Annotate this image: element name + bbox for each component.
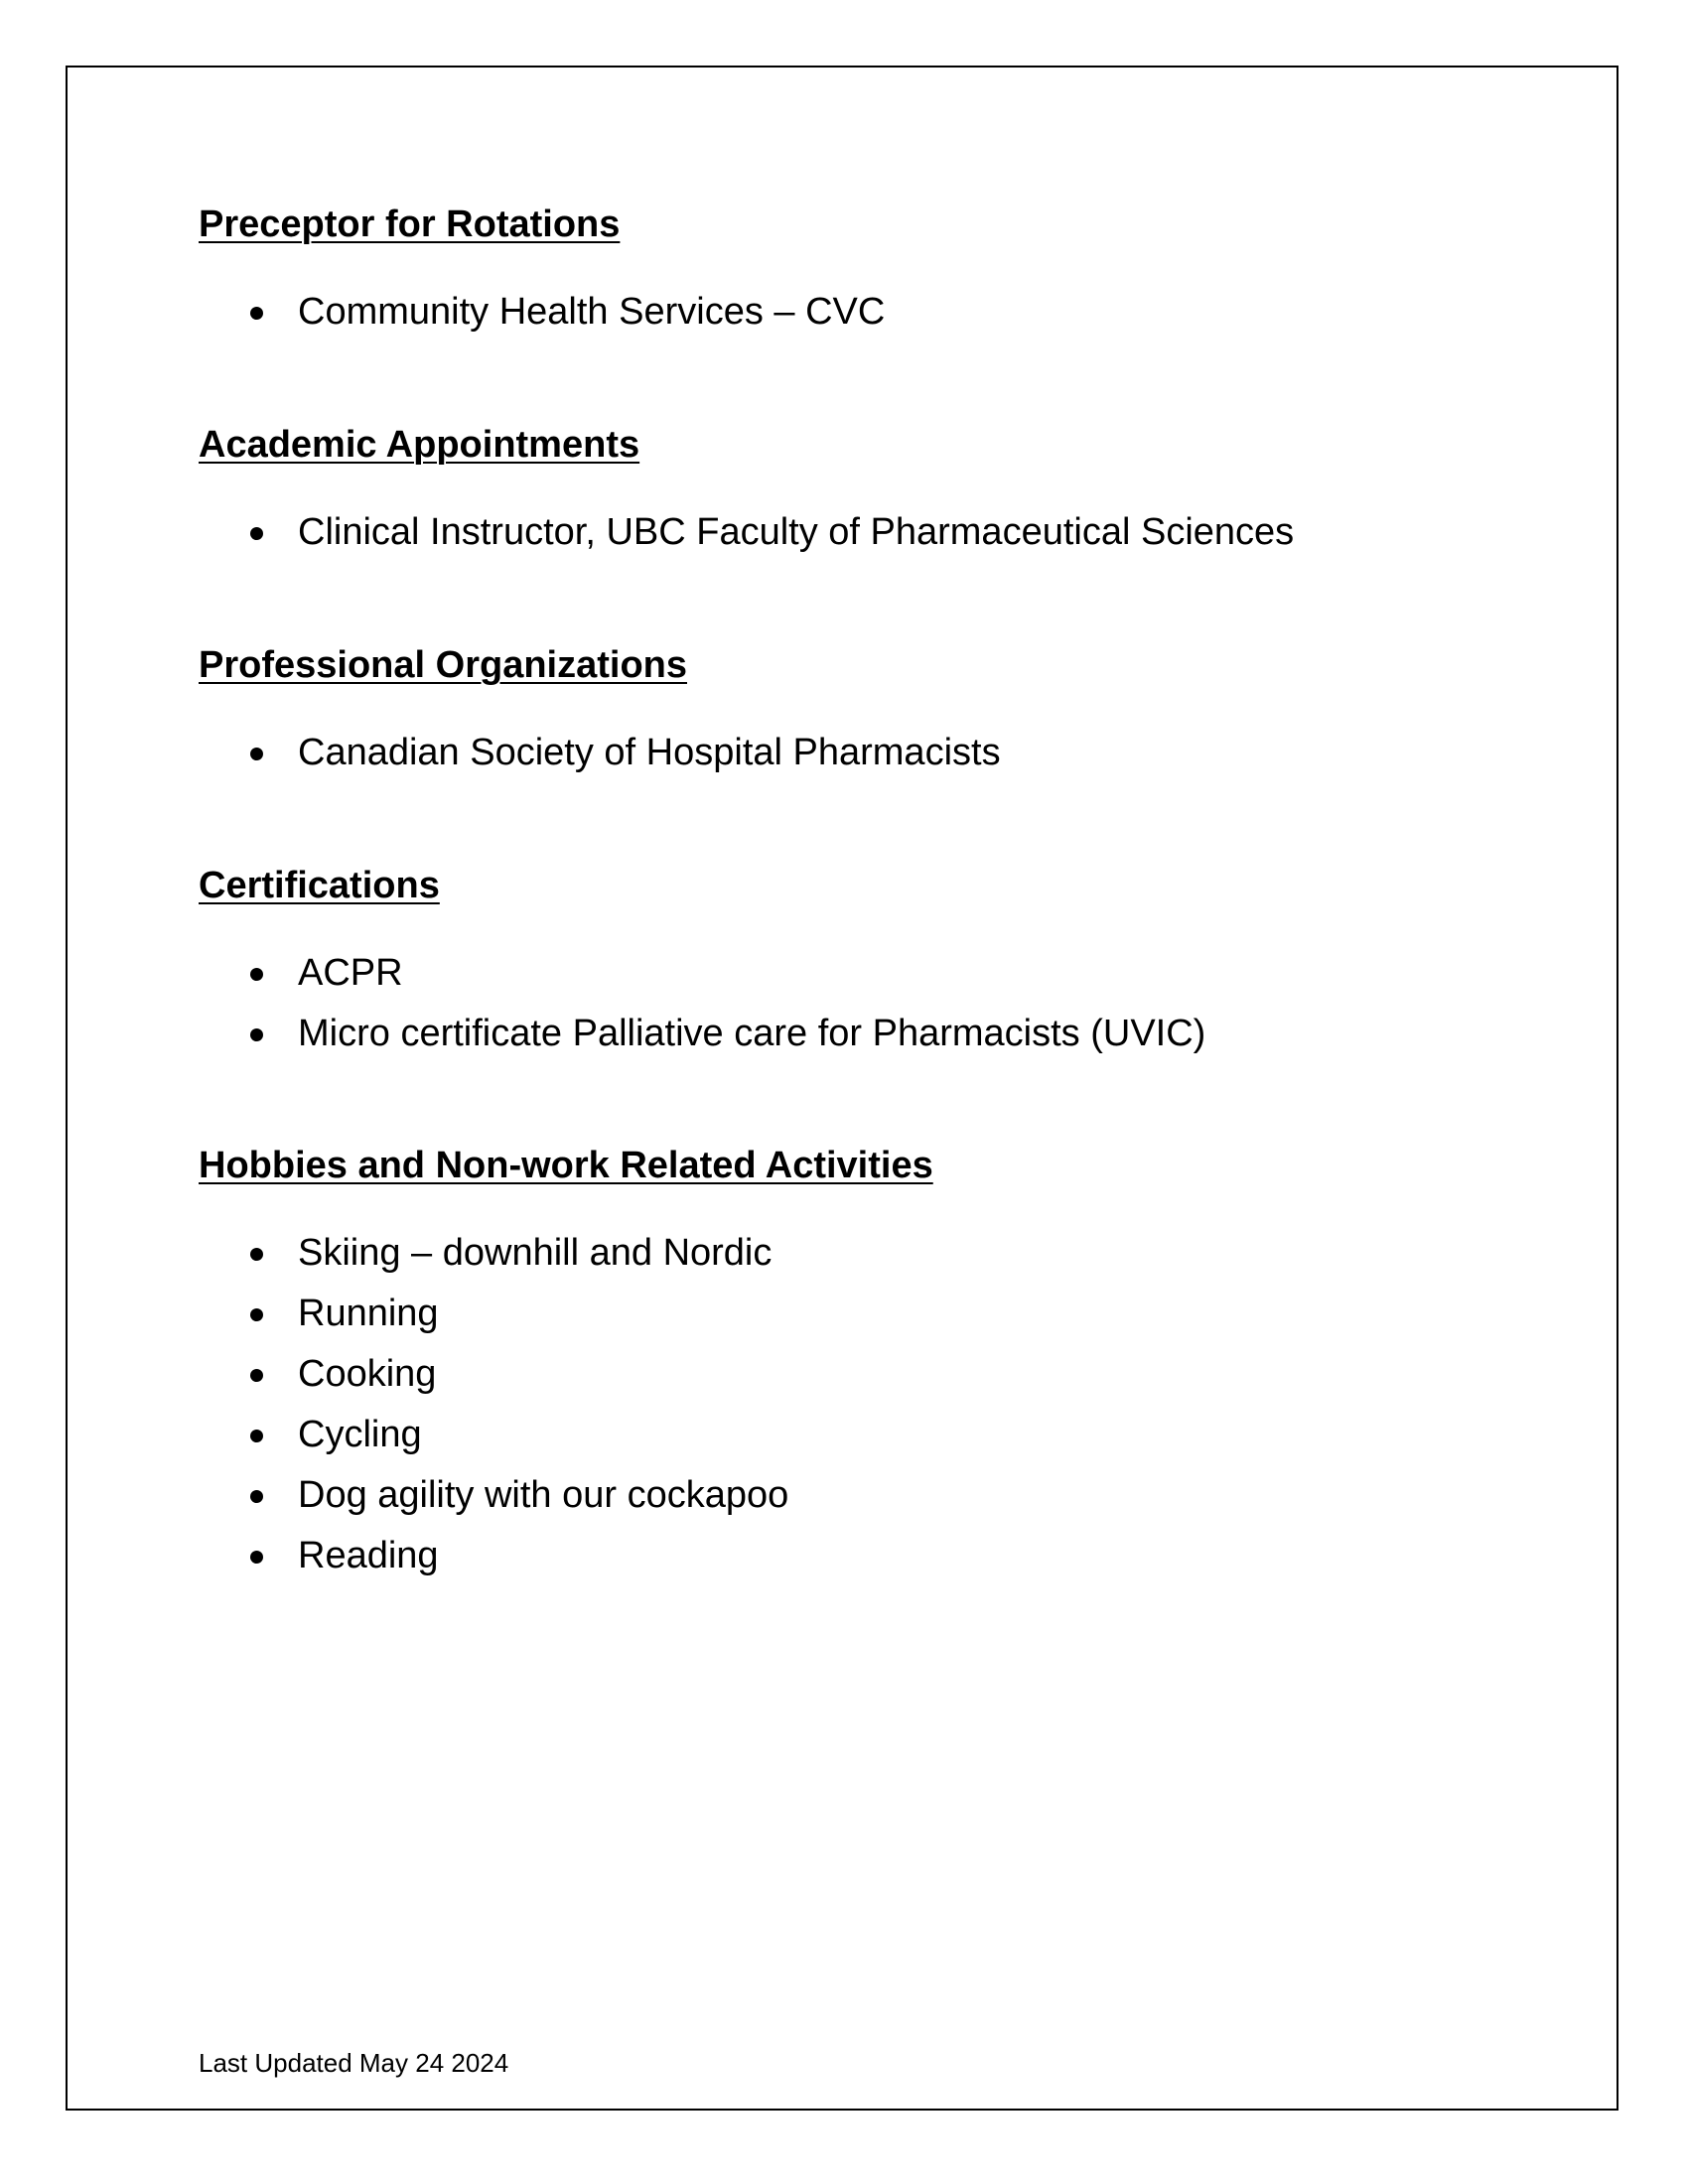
section-heading: Academic Appointments bbox=[199, 424, 640, 466]
list-item bbox=[199, 1004, 1205, 1064]
list-item-text: Cooking bbox=[298, 1353, 437, 1395]
bullet-icon bbox=[250, 527, 263, 540]
list-item bbox=[199, 1526, 933, 1586]
section-professional-organizations bbox=[199, 641, 1001, 783]
list-item bbox=[199, 1465, 933, 1526]
list-item-text: Cycling bbox=[298, 1414, 422, 1455]
list-item-text: ACPR bbox=[298, 952, 403, 994]
bullet-list bbox=[199, 723, 1001, 783]
list-item-text: Canadian Society of Hospital Pharmacists bbox=[298, 732, 1001, 773]
list-item bbox=[199, 1284, 933, 1344]
section-heading: Certifications bbox=[199, 865, 440, 906]
section-academic-appointments bbox=[199, 421, 1294, 563]
bullet-icon bbox=[250, 1308, 263, 1321]
bullet-icon bbox=[250, 748, 263, 760]
list-item-text: Skiing – downhill and Nordic bbox=[298, 1232, 773, 1274]
section-heading: Professional Organizations bbox=[199, 644, 687, 686]
bullet-icon bbox=[250, 1551, 263, 1564]
section-preceptor-for-rotations bbox=[199, 201, 885, 342]
list-item bbox=[199, 502, 1294, 563]
section-heading: Preceptor for Rotations bbox=[199, 204, 621, 245]
list-item bbox=[199, 943, 1205, 1004]
list-item bbox=[199, 282, 885, 342]
list-item-text: Dog agility with our cockapoo bbox=[298, 1474, 789, 1516]
bullet-icon bbox=[250, 1430, 263, 1442]
list-item-text: Community Health Services – CVC bbox=[298, 291, 886, 333]
bullet-icon bbox=[250, 307, 263, 320]
list-item bbox=[199, 1405, 933, 1465]
bullet-icon bbox=[250, 1369, 263, 1382]
bullet-icon bbox=[250, 1028, 263, 1041]
last-updated-note: Last Updated May 24 2024 bbox=[199, 2048, 509, 2078]
bullet-icon bbox=[250, 968, 263, 981]
list-item-text: Clinical Instructor, UBC Faculty of Pharmaceutical Sciences bbox=[298, 511, 1295, 553]
section-hobbies bbox=[199, 1142, 933, 1586]
section-heading: Hobbies and Non-work Related Activities bbox=[199, 1145, 933, 1186]
bullet-icon bbox=[250, 1490, 263, 1503]
list-item-text: Micro certificate Palliative care for Pharmacists (UVIC) bbox=[298, 1013, 1206, 1054]
section-certifications bbox=[199, 862, 1205, 1064]
list-item bbox=[199, 1223, 933, 1284]
list-item bbox=[199, 723, 1001, 783]
bullet-list bbox=[199, 943, 1205, 1064]
page-border bbox=[66, 66, 1618, 2111]
list-item-text: Running bbox=[298, 1293, 439, 1334]
bullet-list bbox=[199, 502, 1294, 563]
bullet-list bbox=[199, 282, 885, 342]
bullet-list bbox=[199, 1223, 933, 1586]
bullet-icon bbox=[250, 1248, 263, 1261]
list-item bbox=[199, 1344, 933, 1405]
list-item-text: Reading bbox=[298, 1535, 439, 1576]
